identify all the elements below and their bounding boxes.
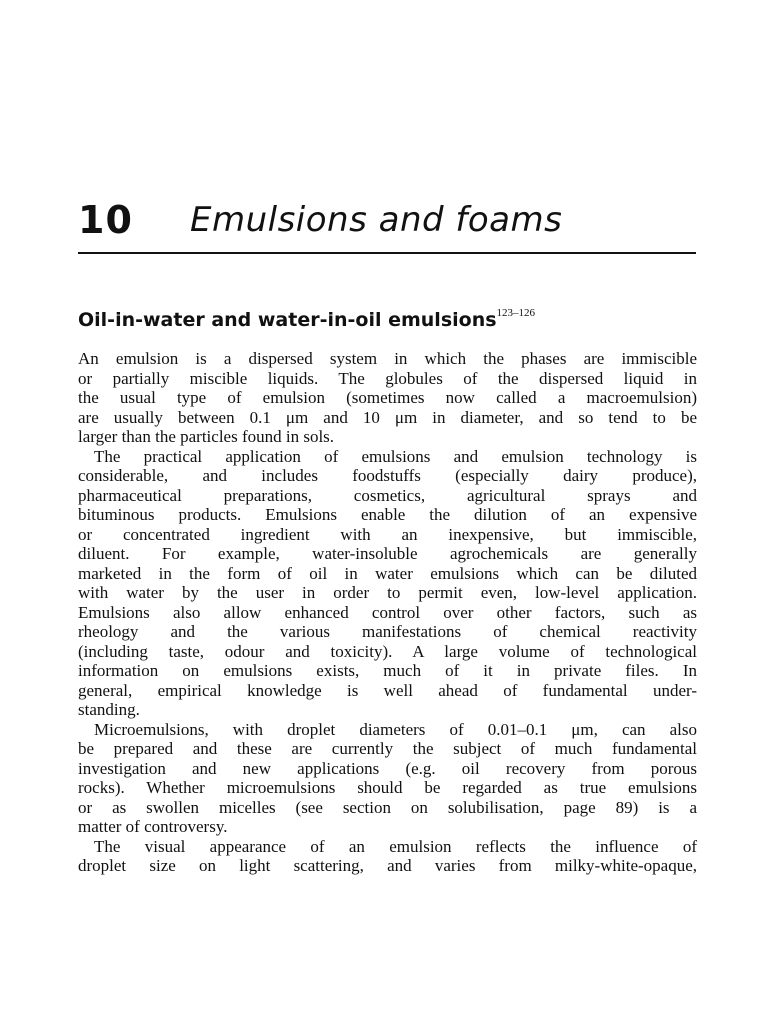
body-line: or as swollen micelles (see section on solubilisation, page 89) is a	[78, 797, 697, 817]
body-line: rocks). Whether microemulsions should be regarded as true emulsions	[78, 778, 697, 797]
chapter-number: 10	[78, 198, 133, 242]
chapter-title: Emulsions and foams	[190, 200, 563, 240]
body-line: investigation and new applications (e.g. oil recovery from porous	[78, 758, 697, 778]
section-reference-superscript: 123–126	[496, 306, 536, 319]
body-line: considerable, and includes foodstuffs (especially dairy produce),	[78, 466, 697, 485]
body-line: Microemulsions, with droplet diameters of 0.01–0.1 μm, can also	[94, 719, 697, 739]
body-line: marketed in the form of oil in water emulsions which can be diluted	[78, 563, 697, 583]
body-line: (including taste, odour and toxicity). A large volume of technological	[78, 641, 697, 661]
chapter-header	[78, 196, 696, 254]
body-line: Emulsions also allow enhanced control over other factors, such as	[78, 602, 697, 622]
body-line: matter of controversy.	[78, 817, 228, 836]
body-line: be prepared and these are currently the subject of much fundamental	[78, 739, 697, 758]
body-line: standing.	[78, 700, 140, 719]
body-line: pharmaceutical preparations, cosmetics, agricultural sprays and	[78, 485, 697, 505]
section-heading	[78, 304, 535, 336]
section-heading-text: Oil-in-water and water-in-oil emulsions	[78, 309, 497, 331]
body-line: The practical application of emulsions and emulsion technology is	[94, 446, 697, 466]
body-line: rheology and the various manifestations of chemical reactivity	[78, 622, 697, 641]
body-line: diluent. For example, water-insoluble agrochemicals are generally	[78, 544, 697, 563]
body-line: or concentrated ingredient with an inexpensive, but immiscible,	[78, 524, 697, 544]
body-line: the usual type of emulsion (sometimes now called a macroemulsion)	[78, 388, 697, 407]
body-line: larger than the particles found in sols.	[78, 427, 335, 446]
body-line: information on emulsions exists, much of it in private files. In	[78, 661, 697, 680]
body-line: An emulsion is a dispersed system in which the phases are immiscible	[78, 349, 697, 368]
body-line: bituminous products. Emulsions enable the dilution of an expensive	[78, 505, 697, 524]
body-line: general, empirical knowledge is well ahead of fundamental under-	[78, 680, 697, 700]
body-line: with water by the user in order to permit even, low-level application.	[78, 583, 697, 602]
body-text	[78, 349, 697, 876]
body-line: are usually between 0.1 μm and 10 μm in diameter, and so tend to be	[78, 407, 697, 427]
body-line: The visual appearance of an emulsion reflects the influence of	[94, 836, 697, 856]
body-line: droplet size on light scattering, and varies from milky-white-opaque,	[78, 856, 697, 875]
body-line: or partially miscible liquids. The globules of the dispersed liquid in	[78, 368, 697, 388]
